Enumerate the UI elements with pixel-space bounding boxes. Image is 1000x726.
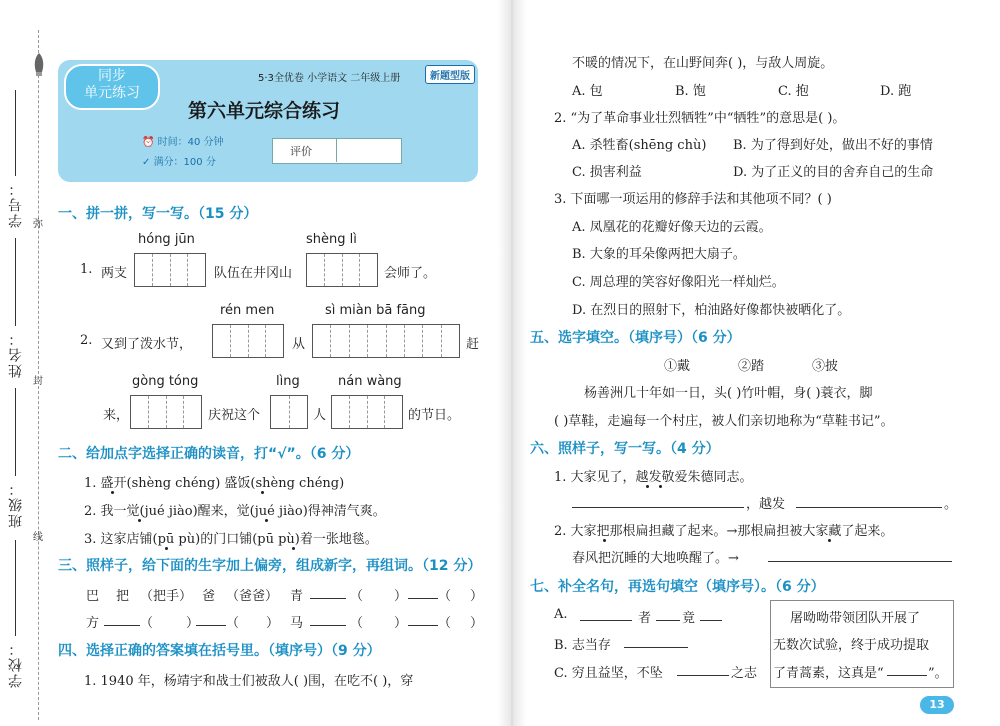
s1-q3-pre: 来， <box>103 408 130 423</box>
evaluation-separator <box>336 138 337 162</box>
s7-box-line-4: ”。 <box>928 666 948 681</box>
series-info: 5·3全优卷 小学语文 二年级上册 <box>258 73 401 84</box>
s6-q2b: 春风把沉睡的大地唤醒了。→ <box>572 551 739 566</box>
s4-q2-option-b: B. 为了得到好处，做出不好的事情 <box>733 138 933 153</box>
s6-q2: 2. 大家把那根扁担藏了起来。→那根扁担被大家藏了起来。 <box>554 524 894 539</box>
score-info: ✓ 满分：100 分 <box>142 157 216 168</box>
time-info: ⏰ 时间：40 分钟 <box>142 137 224 148</box>
s1-q2-mid: 从 <box>292 337 306 352</box>
s7-a-label: A. <box>554 607 568 622</box>
s7-box-blank[interactable] <box>887 675 927 676</box>
s1-q2-pinyin-2: sì miàn bā fāng <box>325 303 426 318</box>
emphasis-dot <box>659 485 662 488</box>
sync-unit-badge <box>64 64 160 110</box>
s3-r2-paren-close-4: ） <box>470 616 484 631</box>
s6-q1-end: 。 <box>944 497 958 512</box>
s1-q2-post: 赶 <box>466 337 480 352</box>
s6-q1: 1. 大家见了，越发敬爱朱德同志。 <box>554 470 753 485</box>
s7-a-char-2: 竟 <box>682 611 696 626</box>
s4-q2: 2. “为了革命事业壮烈牺牲”中“牺牲”的意思是( )。 <box>554 111 846 126</box>
page-gutter <box>498 0 526 726</box>
s1-q3-mid2: 人 <box>313 408 327 423</box>
s4-q1-line-2: 不暖的情况下，在山野间奔( )，与敌人周旋。 <box>572 56 834 71</box>
s3-r2-base-2: 马 <box>290 616 304 631</box>
s3-r1-char-1: 把 <box>116 589 130 604</box>
new-edition-badge: 新题型版 <box>425 65 475 84</box>
rocket-icon <box>30 52 48 78</box>
s1-q3-pinyin-2: lìng <box>276 374 300 389</box>
seal-char-2: 封 <box>33 376 43 387</box>
s3-r2-paren-open-3: （ <box>350 616 364 631</box>
s6-q2b-blank[interactable] <box>768 561 952 562</box>
s1-q2-writing-grid-2[interactable] <box>312 324 460 358</box>
s1-q2-pre: 又到了泼水节， <box>101 337 193 352</box>
s3-r1-base-2: 青 <box>290 589 304 604</box>
s3-r1-char-2: 爸 <box>202 589 216 604</box>
time-text: 时间：40 分钟 <box>157 137 224 148</box>
s1-q3-writing-grid-3[interactable] <box>331 395 403 429</box>
s1-q1-writing-grid-1[interactable] <box>134 253 206 287</box>
s7-a-blank-3[interactable] <box>700 620 722 621</box>
s1-q1-pinyin-1: hóng jūn <box>138 232 195 247</box>
score-text: 满分：100 分 <box>153 157 216 168</box>
s6-q1-blank-1[interactable] <box>572 507 744 508</box>
s3-r2-paren-open-1: （ <box>140 616 154 631</box>
emphasis-dot <box>603 539 606 542</box>
s1-q1-post: 会师了。 <box>384 266 437 281</box>
s5-line-1: 杨善洲几十年如一日，头( )竹叶帽，身( )蓑衣，脚 <box>584 386 873 401</box>
s3-blank[interactable] <box>310 625 346 626</box>
name-line <box>15 238 16 326</box>
s6-q1-blank-2[interactable] <box>796 507 942 508</box>
s7-a-blank-2[interactable] <box>656 620 680 621</box>
s1-q3-pinyin-3: nán wàng <box>338 374 402 389</box>
s5-line-2: ( )草鞋，走遍每一个村庄，被人们亲切地称为“草鞋书记”。 <box>554 414 894 429</box>
s7-b: B. 志当存 <box>554 638 611 653</box>
s1-q2-pinyin-1: rén men <box>220 303 275 318</box>
name-label: 姓名： <box>8 330 24 378</box>
s1-q3-writing-grid-1[interactable] <box>130 395 202 429</box>
page-number: 13 <box>920 696 954 714</box>
binding-margin <box>0 0 48 726</box>
section-3-heading: 三、照样子，给下面的生字加上偏旁，组成新字，再组词。（12 分） <box>58 558 482 574</box>
school-label: 学校： <box>8 640 24 688</box>
s5-choice-2: ②踏 <box>738 359 765 374</box>
s3-blank[interactable] <box>408 598 438 599</box>
section-6-heading: 六、照样子，写一写。（4 分） <box>530 441 720 457</box>
s1-q1-mid: 队伍在井冈山 <box>214 266 293 281</box>
s1-q2-number: 2. <box>80 333 93 348</box>
sync-unit-badge-text: 同步 单元练习 <box>84 68 140 101</box>
s3-r2-paren-open-4: （ <box>438 616 452 631</box>
s7-a-char-1: 者 <box>638 611 652 626</box>
s3-r1-word-1: （把手） <box>140 589 193 604</box>
s4-q3-option-b: B. 大象的耳朵像两把大扇子。 <box>572 247 746 262</box>
student-id-line <box>15 90 16 176</box>
class-line <box>15 388 16 476</box>
emphasis-dot <box>292 547 295 550</box>
s7-c-blank[interactable] <box>677 675 729 676</box>
s4-q1-option-d: D. 跑 <box>880 84 912 99</box>
s7-box-line-3: 了青蒿素，这真是“ <box>773 666 884 681</box>
s3-r2-paren-close-3: ） <box>394 616 408 631</box>
s1-q1-number: 1. <box>80 262 93 277</box>
emphasis-dot <box>261 491 264 494</box>
section-4-heading: 四、选择正确的答案填在括号里。（填序号）（9 分） <box>58 643 381 659</box>
emphasis-dot <box>165 547 168 550</box>
s1-q1-writing-grid-2[interactable] <box>306 253 378 287</box>
s4-q1-option-a: A. 包 <box>572 84 603 99</box>
s3-r1-paren-open-2: （ <box>438 589 452 604</box>
s1-q1-pre: 两支 <box>101 266 128 281</box>
section-2-heading: 二、给加点字选择正确的读音，打“√”。（6 分） <box>58 446 360 462</box>
s2-item-3: 3. 这家店铺(pū pù)的门口铺(pū pù)着一张地毯。 <box>84 532 378 547</box>
s7-b-blank[interactable] <box>624 647 688 648</box>
s7-box-line-1: 屠呦呦带领团队开展了 <box>790 611 921 626</box>
s4-q3: 3. 下面哪一项运用的修辞手法和其他项不同？( ) <box>554 192 832 207</box>
section-5-heading: 五、选字填空。（填序号）（6 分） <box>530 330 741 346</box>
s5-choice-3: ③披 <box>812 359 839 374</box>
s1-q1-pinyin-2: shèng lì <box>306 232 357 247</box>
s4-q2-option-d: D. 为了正义的目的舍弃自己的生命 <box>733 165 934 180</box>
s4-q1-option-b: B. 饱 <box>675 84 706 99</box>
emphasis-dot <box>646 485 649 488</box>
s1-q2-writing-grid-1[interactable] <box>212 324 284 358</box>
class-label: 班级： <box>8 480 24 528</box>
s4-q2-option-a: A. 杀牲畜(shēng chù) <box>572 138 707 153</box>
s3-r1-base-1: 巴 <box>86 589 100 604</box>
emphasis-dot <box>111 491 114 494</box>
emphasis-dot <box>828 539 831 542</box>
student-id-label: 学号： <box>8 180 24 228</box>
school-line <box>15 540 16 636</box>
s3-blank[interactable] <box>310 598 346 599</box>
s4-q3-option-a: A. 凤凰花的花瓣好像天边的云霞。 <box>572 220 772 235</box>
s6-q1-mid: ，越发 <box>746 497 786 512</box>
s1-q3-writing-grid-2[interactable] <box>270 395 308 429</box>
s7-c-post: 之志 <box>731 666 758 681</box>
s4-q1-line-1: 1. 1940 年，杨靖宇和战士们被敌人( )围，在吃不( )，穿 <box>84 674 414 689</box>
s3-r1-paren-close-1: ） <box>394 589 408 604</box>
evaluation-label: 评价 <box>290 145 312 158</box>
s3-r2-paren-open-2: （ <box>226 616 240 631</box>
s3-r1-paren-open-1: （ <box>350 589 364 604</box>
s4-q1-option-c: C. 抱 <box>778 84 809 99</box>
s1-q3-pinyin-1: gòng tóng <box>132 374 199 389</box>
s4-q2-option-c: C. 损害利益 <box>572 165 642 180</box>
s1-q3-mid1: 庆祝这个 <box>208 408 261 423</box>
s7-c-pre: C. 穷且益坚，不坠 <box>554 666 663 681</box>
page-title: 第六单元综合练习 <box>188 100 341 122</box>
s3-r2-paren-close-1: ） <box>186 616 200 631</box>
s3-blank[interactable] <box>196 625 226 626</box>
emphasis-dot <box>138 519 141 522</box>
seal-char-3: 线 <box>33 532 43 543</box>
seal-char-1: 弥 <box>33 219 43 230</box>
s1-q3-post: 的节日。 <box>408 408 461 423</box>
emphasis-dot <box>265 519 268 522</box>
s3-blank[interactable] <box>104 625 140 626</box>
s3-r2-base-1: 方 <box>86 616 100 631</box>
s3-blank[interactable] <box>408 625 438 626</box>
s3-r1-paren-close-2: ） <box>470 589 484 604</box>
section-7-heading: 七、补全名句，再选句填空（填序号）。（6 分） <box>530 579 825 595</box>
s7-box-line-2: 无数次试验，终于成功提取 <box>773 638 930 653</box>
s3-r1-word-2: （爸爸） <box>226 589 279 604</box>
s4-q3-option-d: D. 在烈日的照射下，柏油路好像都快被晒化了。 <box>572 303 851 318</box>
s5-choice-1: ①戴 <box>664 359 691 374</box>
section-1-heading: 一、拼一拼，写一写。（15 分） <box>58 206 258 222</box>
s4-q3-option-c: C. 周总理的笑容好像阳光一样灿烂。 <box>572 275 785 290</box>
s3-r2-paren-close-2: ） <box>266 616 280 631</box>
s2-item-1: 1. 盛开(shèng chéng) 盛饭(shèng chéng) <box>84 476 345 491</box>
s2-item-2: 2. 我一觉(jué jiào)醒来，觉(jué jiào)得神清气爽。 <box>84 504 386 519</box>
s7-a-blank-1[interactable] <box>580 620 632 621</box>
